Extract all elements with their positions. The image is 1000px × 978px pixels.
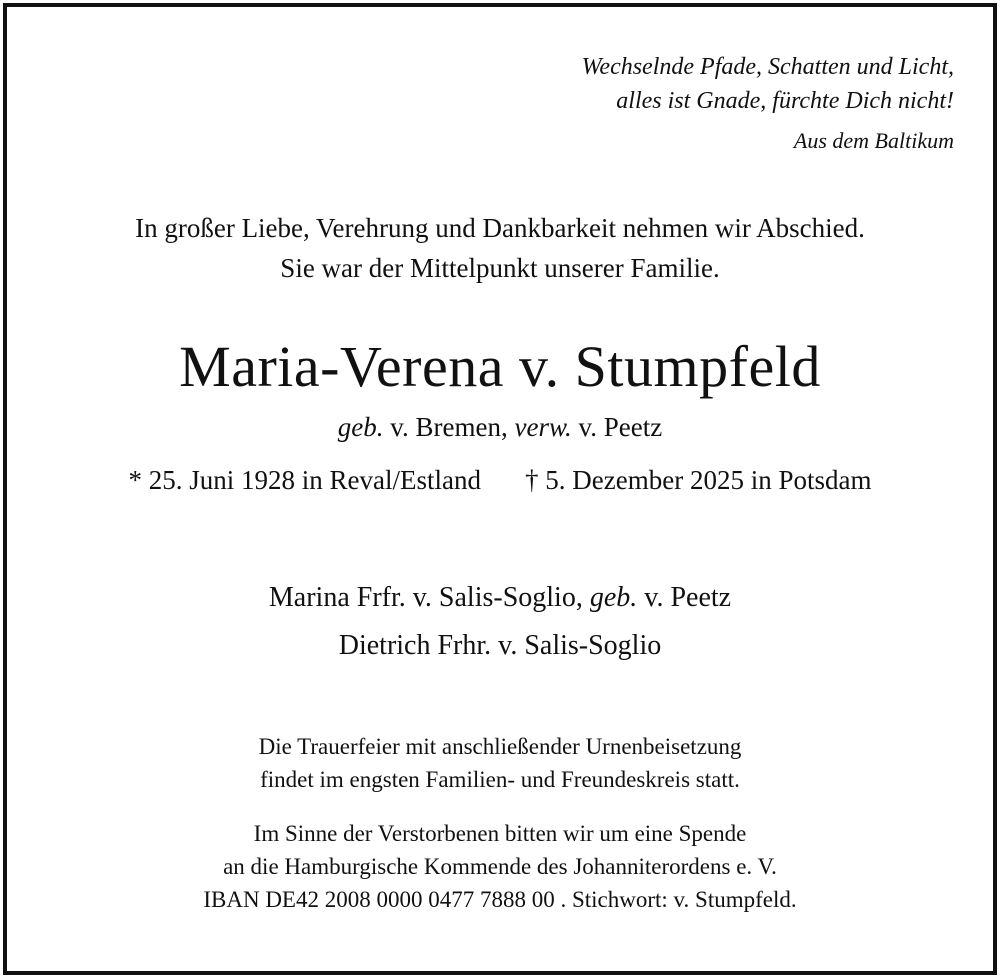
intro-line-1: In großer Liebe, Verehrung und Dankbarkeit nehmen wir Abschied. [135,213,865,243]
ceremony-line-2: findet im engsten Familien- und Freundeskreis statt. [260,767,740,792]
death-date: † 5. Dezember 2025 in Potsdam [525,465,872,495]
intro-line-2: Sie war der Mittelpunkt unserer Familie. [280,253,720,283]
mourner-2: Dietrich Frhr. v. Salis-Soglio [338,630,662,661]
geb-label: geb. [337,412,384,442]
donation-line-1: Im Sinne der Verstorbenen bitten wir um eine Spende [253,821,747,846]
mourner-1-maiden: v. Peetz [644,582,732,613]
donation-line-3: IBAN DE42 2008 0000 0477 7888 00 . Stichwort: v. Stumpfeld. [203,887,797,912]
deceased-name: Maria-Verena v. Stumpfeld [179,334,821,399]
birth-date: * 25. Juni 1928 in Reval/Estland [128,465,482,495]
widowed-name: v. Peetz [578,412,663,442]
mourner-1-name: Marina Frfr. v. Salis-Soglio, [268,582,583,613]
life-dates [0,458,1000,502]
ceremony-info [0,730,1000,796]
donation-info [0,817,1000,916]
maiden-name: v. Bremen, [390,412,508,442]
motto-source: Aus dem Baltikum [793,128,954,153]
mourners-list [0,574,1000,670]
mourner-1-geb-label: geb. [589,582,638,613]
intro-text [0,208,1000,288]
ceremony-line-1: Die Trauerfeier mit anschließender Urnenbeisetzung [258,734,742,759]
motto-line-1: Wechselnde Pfade, Schatten und Licht, [581,54,954,80]
deceased-birth-names [0,407,1000,447]
motto-verse [582,50,954,118]
verw-label: verw. [514,412,572,442]
donation-line-2: an die Hamburgische Kommende des Johanniterordens e. V. [223,854,777,879]
mourner-1 [0,574,1000,622]
motto-line-2: alles ist Gnade, fürchte Dich nicht! [616,88,954,114]
